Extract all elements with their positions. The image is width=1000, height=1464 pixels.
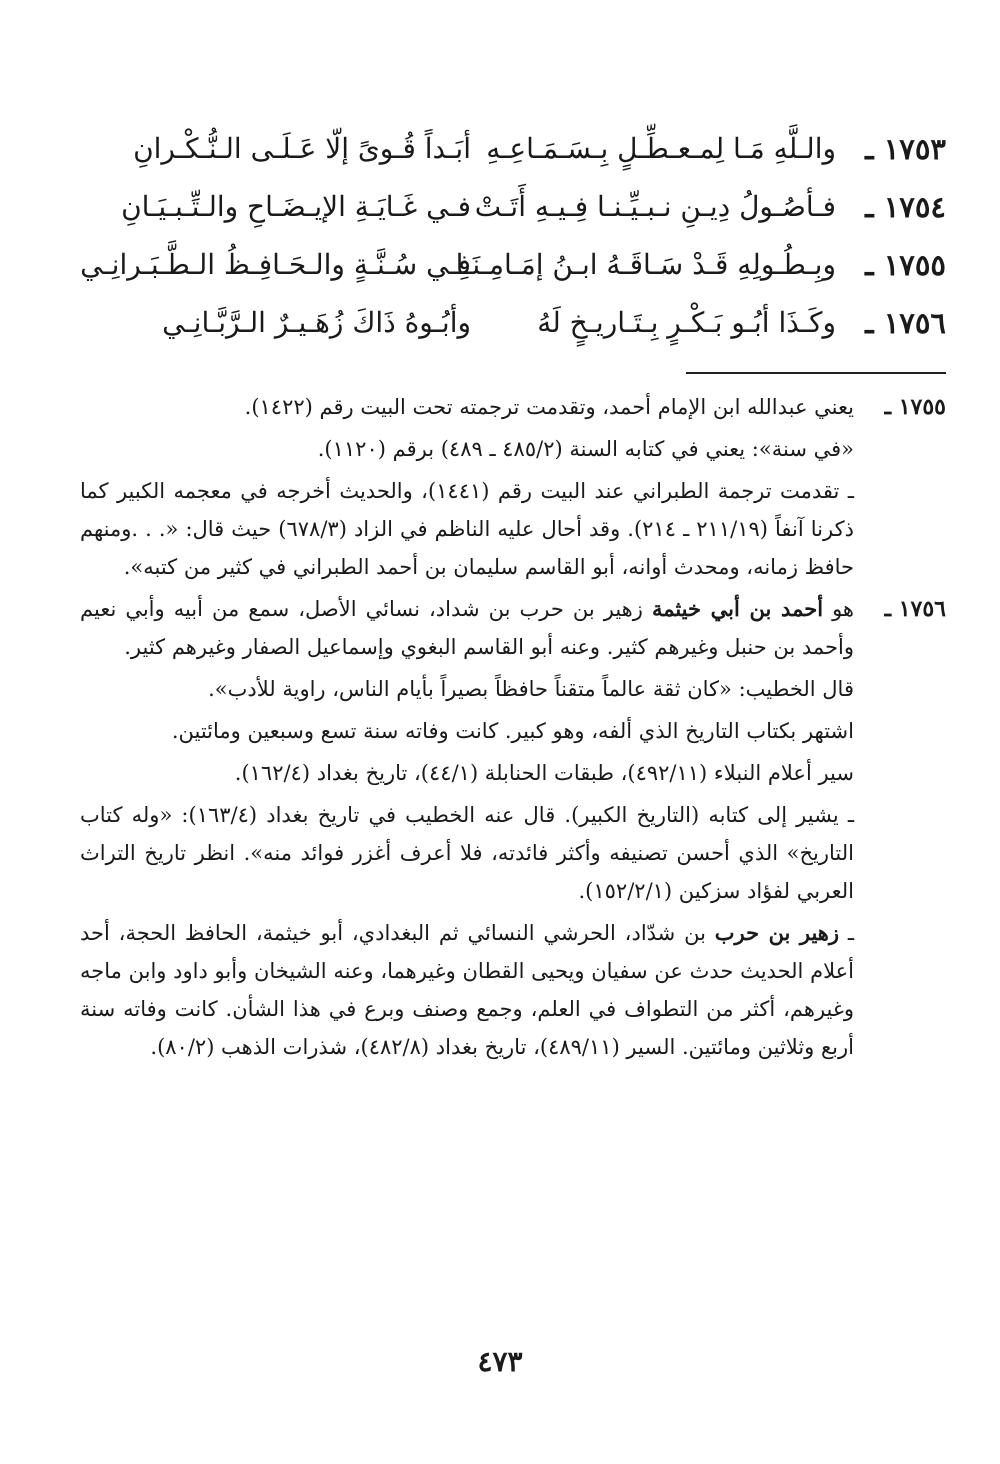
footnote-number: ١٧٥٦ ـ xyxy=(884,596,946,622)
footnote-separator xyxy=(686,372,946,374)
verses-block xyxy=(80,120,946,352)
verse-first-hemistich: والـلَّهِ مَـا لِمـعـطِّـلٍ بِـسَـمَـاعِـهِ xyxy=(486,132,836,165)
footnote-text: زهير بن حرب بن شداد، نسائي الأصل، سمع من أبيه وأبي نعيم وأحمد بن حنبل وغيرهم كثير. وعنه أبو القاسم البغوي وإسماعيل الصفار وغيرهم كثير. xyxy=(80,597,854,659)
footnote-number: ١٧٥٥ ـ xyxy=(884,394,946,420)
footnote-paragraph: ـ تقدمت ترجمة الطبراني عند البيت رقم (١٤٤١)، والحديث أخرجه في معجمه الكبير كما ذكرنا آنفاً (٢١١/١٩ ـ ٢١٤). وقد أحال عليه الناظم في الزاد (٦٧٨/٣) حيث قال: «. . .ومنهم حافظ زمانه، ومحدث أوانه، أبو القاسم سليمان بن أحمد الطبراني في كثير من كتبه». xyxy=(80,479,854,579)
footnote-text: بن شدّاد، الحرشي النسائي ثم البغدادي، أبو خيثمة، الحافظ الحجة، أحد أعلام الحديث حدث عن سفيان ويحيى القطان وغيرهما، وعنه الشيخان وأبو داود وابن ماجه وغيرهم، أكثر من التطواف في العلم، وجمع وصنف وبرع في هذا الشأن. كانت وفاته سنة أربع وثلاثين ومائتين. السير (٤٨٩/١١)، تاريخ بغداد (٤٨٢/٨)، شذرات الذهب (٨٠/٢). xyxy=(80,921,854,1059)
verse-number: ١٧٥٦ ـ xyxy=(865,306,946,340)
footnote-paragraph: قال الخطيب: «كان ثقة عالماً متقناً حافظاً بصيراً بأيام الناس، راوية للأدب». xyxy=(208,677,854,701)
verse-first-hemistich: وكَـذَا أبُـو بَـكْـرٍ بِـتَـاريـخٍ لَهُ xyxy=(537,306,836,339)
verse-first-hemistich: فـأصُـولُ دِيـنِ نـبـيِّـنـا فِـيـهِ أَتَـتْ xyxy=(474,190,836,223)
person-name: أحمد بن أبي خيثمة xyxy=(651,596,824,621)
footnote xyxy=(80,388,946,586)
footnote-paragraph: يعني عبدالله ابن الإمام أحمد، وتقدمت ترجمته تحت البيت رقم (١٤٢٢). xyxy=(244,395,854,419)
verse-line xyxy=(80,236,946,294)
page-number: ٤٧٣ xyxy=(477,1345,523,1378)
verse-line xyxy=(80,178,946,236)
verse-second-hemistich: وأبُـوهُ ذَاكَ زُهَـيـرٌ الـرَّبَّـانِـي xyxy=(162,306,471,339)
verse-line xyxy=(80,294,946,352)
footnote-paragraph: سير أعلام النبلاء (٤٩٢/١١)، طبقات الحنابلة (٤٤/١)، تاريخ بغداد (١٦٢/٤). xyxy=(234,761,854,785)
footnote-paragraph: اشتهر بكتاب التاريخ الذي ألفه، وهو كبير. كانت وفاته سنة تسع وسبعين ومائتين. xyxy=(171,719,854,743)
footnote-paragraph: ـ يشير إلى كتابه (التاريخ الكبير). قال عنه الخطيب في تاريخ بغداد (١٦٣/٤): «وله كتاب التاريخ» الذي أحسن تصنيفه وأكثر فائدته، فلا أعرف أغزر فوائد منه». انظر تاريخ التراث العربي لفؤاد سزكين (١٥٢/٢/١). xyxy=(80,803,854,903)
footnote-dash: ـ xyxy=(839,921,854,945)
footnote-paragraph xyxy=(80,914,854,1066)
footnotes xyxy=(80,388,946,1070)
verse-second-hemistich: فِـي سُـنَّـةٍ والـحَـافِـظُ الـطَّـبَـرانِـي xyxy=(80,248,471,281)
verse-line xyxy=(80,120,946,178)
verse-number: ١٧٥٣ ـ xyxy=(865,132,946,166)
verse-first-hemistich: وبِـطُـولِهِ قَـدْ سَـاقَـهُ ابـنُ إمَـامِـنَـا xyxy=(455,248,836,281)
footnote-paragraph xyxy=(80,590,854,666)
footnote-lead: هو xyxy=(823,597,854,621)
footnote xyxy=(80,590,946,1066)
verse-number: ١٧٥٥ ـ xyxy=(865,248,946,282)
verse-second-hemistich: أبَـداً قُـوىً إلّا عَـلَـى الـنُّـكْـرانِ xyxy=(133,132,471,165)
person-name: زهير بن حرب xyxy=(714,920,840,945)
verse-number: ١٧٥٤ ـ xyxy=(865,190,946,224)
verse-second-hemistich: فـي غَـايَـةِ الإيـضَـاحِ والـتِّـبـيَـانِ xyxy=(121,190,471,223)
footnote-paragraph: «في سنة»: يعني في كتابه السنة (٤٨٥/٢ ـ ٤٨٩) برقم (١١٢٠). xyxy=(317,437,854,461)
